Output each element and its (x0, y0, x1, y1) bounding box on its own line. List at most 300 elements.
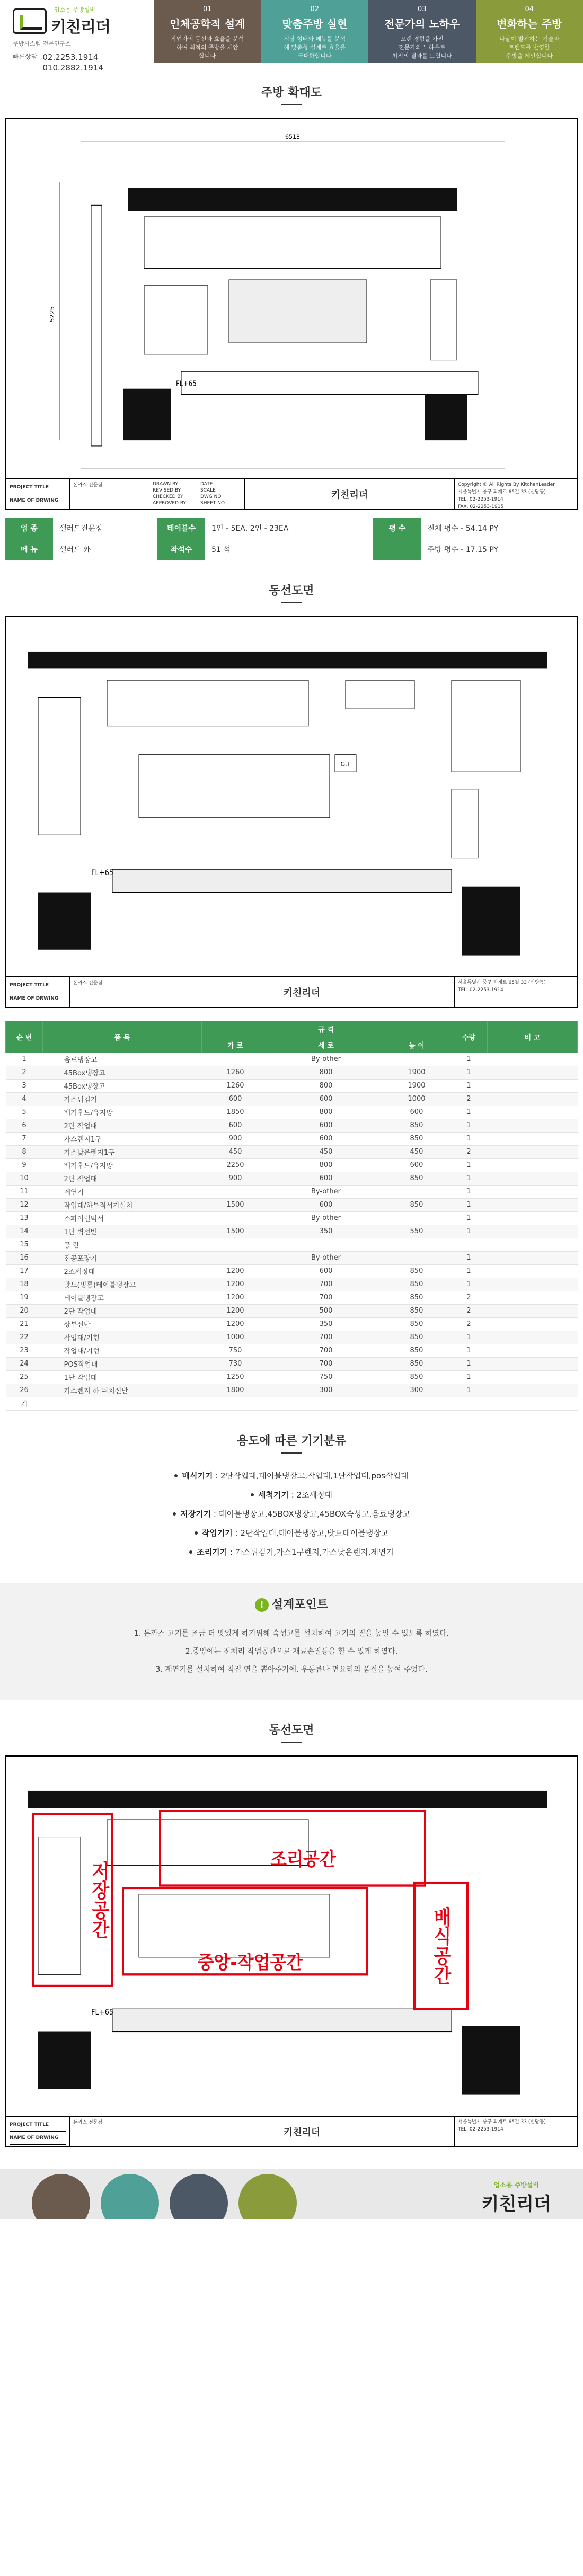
col-width: 가 로 (202, 1037, 269, 1053)
cell-width: 900 (202, 1132, 269, 1145)
class-label: 작업기기 (201, 1528, 233, 1538)
cell-height: 450 (383, 1145, 450, 1158)
footer (0, 2169, 583, 2219)
zone-serving-label: 배식공간 (430, 1906, 452, 1985)
cell-qty: 1 (450, 1132, 488, 1145)
tb-checked: CHECKED BY (153, 494, 183, 500)
col-no: 순 번 (6, 1021, 43, 1053)
table-row (6, 1225, 578, 1238)
bullet-icon (173, 1512, 176, 1516)
cell-depth: 600 (269, 1198, 383, 1211)
column-left (38, 2031, 91, 2089)
table-row (6, 1291, 578, 1304)
cell-qty: 1 (450, 1106, 488, 1119)
zone-drawing (5, 1755, 578, 2147)
tb-project-label: PROJECT TITLE (10, 979, 66, 992)
cell-depth (269, 1397, 383, 1410)
table-row (6, 1357, 578, 1370)
cell-width: 1250 (202, 1370, 269, 1384)
col-note: 비 고 (488, 1021, 578, 1053)
table-row (6, 1344, 578, 1357)
wall-top (28, 1790, 547, 1807)
feature-desc: 나날이 발전하는 기술과 트렌드를 반영한 주방을 제안합니다 (499, 35, 560, 59)
cell-height: 850 (383, 1278, 450, 1291)
cell-note (488, 1331, 578, 1344)
cell-height: 850 (383, 1317, 450, 1331)
design-points-section (0, 1583, 583, 1700)
cell-height: 850 (383, 1132, 450, 1145)
logo[interactable] (13, 5, 141, 37)
info-label (373, 539, 421, 560)
store-info-table (5, 518, 578, 560)
zone-storage-label: 저장공간 (89, 1860, 110, 1939)
table-row (6, 1053, 578, 1066)
cell-no: 16 (6, 1251, 43, 1264)
cell-no: 19 (6, 1291, 43, 1304)
cell-height: 850 (383, 1357, 450, 1370)
cell-name: POS작업대 (43, 1357, 202, 1370)
footer-circle (170, 2174, 228, 2219)
cell-qty: 1 (450, 1119, 488, 1132)
cell-qty: 1 (450, 1384, 488, 1397)
cell-width: 2250 (202, 1158, 269, 1172)
cell-name: 진공포장기 (43, 1251, 202, 1264)
center-tables (139, 1894, 330, 1957)
center-worktable (229, 280, 367, 343)
info-row (5, 518, 578, 539)
table-row (6, 1370, 578, 1384)
cell-depth: 800 (269, 1066, 383, 1079)
tb-scale: SCALE (200, 488, 216, 493)
cell-note (488, 1357, 578, 1370)
cell-qty: 1 (450, 1066, 488, 1079)
design-point: 1. 돈까스 고기를 조금 더 맛있게 하기위해 숙성고를 설치하여 고기의 질을 높일 수 있도록 하였다. (134, 1629, 449, 1638)
feature-desc: 식당 형태와 메뉴를 분석 해 맞춤형 설계로 효율을 극대화합니다 (284, 35, 346, 59)
info-label: 평 수 (373, 518, 421, 539)
serving-counter (181, 371, 478, 394)
table-row (6, 1211, 578, 1225)
bullet-icon (251, 1493, 254, 1496)
column-left (38, 892, 91, 949)
cell-height (383, 1185, 450, 1198)
cell-qty: 1 (450, 1079, 488, 1092)
title-block (6, 976, 577, 1007)
cell-note (488, 1119, 578, 1132)
cell-no: 23 (6, 1344, 43, 1357)
cell-qty: 1 (450, 1278, 488, 1291)
title-block (6, 2116, 577, 2146)
fridge-stack (38, 697, 81, 835)
cell-height (383, 1238, 450, 1251)
logo-icon (13, 8, 47, 34)
cell-name: 1단 벽선반 (43, 1225, 202, 1238)
equipment-table (5, 1021, 578, 1411)
column-right (462, 2026, 520, 2094)
cell-height: 850 (383, 1264, 450, 1278)
cell-height (383, 1053, 450, 1066)
cell-name: 작업대/기형 (43, 1344, 202, 1357)
tb-sheet: SHEET NO (200, 501, 225, 506)
cell-width: 600 (202, 1119, 269, 1132)
cell-qty: 2 (450, 1145, 488, 1158)
cell-width: 1200 (202, 1317, 269, 1331)
class-separator: : (232, 1528, 241, 1538)
cell-note (488, 1304, 578, 1317)
cell-depth: 600 (269, 1092, 383, 1106)
column-right (462, 886, 520, 955)
cell-no: 10 (6, 1172, 43, 1185)
cell-note (488, 1198, 578, 1211)
cell-width: 1800 (202, 1384, 269, 1397)
feature-1 (154, 0, 261, 63)
cell-qty: 1 (450, 1370, 488, 1384)
cell-no: 24 (6, 1357, 43, 1370)
pos-counter (452, 789, 478, 858)
cell-note (488, 1238, 578, 1251)
design-point: 3. 제연기를 설치하여 직접 연을 뽑아주기에, 우동류나 면요리의 품질을 높여 주었다. (155, 1665, 428, 1674)
tb-date: DATE (200, 482, 213, 487)
cell-width (202, 1053, 269, 1066)
cell-width: 1500 (202, 1198, 269, 1211)
class-value: 2단작업대,테이블냉장고,밧드테이블냉장고 (240, 1528, 389, 1538)
cooking-line (107, 680, 308, 726)
storage-fridges (144, 286, 208, 354)
cell-name: 공 란 (43, 1238, 202, 1251)
cell-height: 850 (383, 1119, 450, 1132)
table-row (6, 1145, 578, 1158)
cell-width: 900 (202, 1172, 269, 1185)
cell-qty: 2 (450, 1092, 488, 1106)
cell-width: 1850 (202, 1106, 269, 1119)
tb-tel: TEL. 02-2253-1914 (458, 987, 504, 993)
cell-no: 계 (6, 1397, 43, 1410)
class-value: 2조세정대 (296, 1490, 333, 1500)
class-item (0, 1466, 583, 1485)
equipment-row-top (144, 217, 441, 268)
cell-note (488, 1158, 578, 1172)
class-value: 테이블냉장고,45BOX냉장고,45BOX숙성고,음료냉장고 (218, 1509, 410, 1519)
cell-name: 가스렌지1구 (43, 1132, 202, 1145)
cell-depth: 750 (269, 1370, 383, 1384)
cell-height: 600 (383, 1106, 450, 1119)
table-row (6, 1119, 578, 1132)
bullet-icon (174, 1474, 178, 1477)
cell-note (488, 1106, 578, 1119)
cell-qty (450, 1238, 488, 1251)
cell-no: 21 (6, 1317, 43, 1331)
section-divider (281, 1742, 302, 1743)
tb-address: 서울특별시 중구 퇴계로 65길 33 (신당동) (458, 489, 546, 495)
table-row (6, 1198, 578, 1211)
class-separator: : (227, 1547, 235, 1557)
cell-width: 1200 (202, 1278, 269, 1291)
footer-logo-text: 키친리더 (481, 2193, 551, 2215)
feature-title: 변화하는 주방 (497, 17, 562, 30)
tb-logo: 키친리더 (245, 479, 455, 509)
cell-no: 1 (6, 1053, 43, 1066)
footer-circle (101, 2174, 159, 2219)
equipment-classes (0, 1466, 583, 1562)
cell-qty: 1 (450, 1198, 488, 1211)
cell-note (488, 1291, 578, 1304)
class-item (0, 1523, 583, 1543)
table-row (6, 1251, 578, 1264)
feature-num: 03 (417, 5, 427, 13)
cell-note (488, 1185, 578, 1198)
tb-project-name: 돈까스 전문점 (70, 977, 149, 1007)
class-label: 배식기기 (182, 1470, 213, 1481)
cell-no: 14 (6, 1225, 43, 1238)
cell-name: 제연기 (43, 1185, 202, 1198)
cell-height: 850 (383, 1291, 450, 1304)
cell-depth: By-other (269, 1211, 383, 1225)
feature-4 (476, 0, 583, 63)
exclamation-icon: ! (255, 1598, 269, 1612)
cell-width (202, 1251, 269, 1264)
cell-no: 8 (6, 1145, 43, 1158)
table-row (6, 1106, 578, 1119)
cell-height: 850 (383, 1370, 450, 1384)
info-row (5, 539, 578, 560)
cell-name: 밧드(빙릉)테이블냉장고 (43, 1278, 202, 1291)
cell-depth: 700 (269, 1344, 383, 1357)
cell-no: 12 (6, 1198, 43, 1211)
info-value: 샐러드전문점 (53, 518, 157, 539)
tb-approved: APPROVED BY (153, 501, 187, 506)
cell-note (488, 1278, 578, 1291)
points-title: 설계포인트 (271, 1598, 329, 1611)
cell-qty: 2 (450, 1317, 488, 1331)
cell-depth: 800 (269, 1158, 383, 1172)
cell-width: 450 (202, 1145, 269, 1158)
cell-height (383, 1251, 450, 1264)
cell-name: 배기후드/유지망 (43, 1158, 202, 1172)
table-row (6, 1185, 578, 1198)
contact (13, 52, 141, 73)
table-row (6, 1384, 578, 1397)
fl-label: FL+65 (91, 868, 114, 877)
tb-tel: TEL. 02-2253-1914 (458, 2126, 504, 2132)
cell-height: 850 (383, 1344, 450, 1357)
info-value: 전체 평수 - 54.14 PY (421, 518, 578, 539)
cell-note (488, 1066, 578, 1079)
cell-name: 2단 작업대 (43, 1304, 202, 1317)
cell-width (202, 1211, 269, 1225)
info-value: 주방 평수 - 17.15 PY (421, 539, 578, 560)
tb-name-label: NAME OF DRWING (10, 992, 66, 1005)
table-row (6, 1238, 578, 1251)
info-label: 좌석수 (157, 539, 205, 560)
plan-svg (6, 119, 577, 509)
tb-address: 서울특별시 중구 퇴계로 65길 33 (신당동) (458, 979, 546, 985)
cell-depth: 350 (269, 1317, 383, 1331)
class-label: 조리기기 (197, 1547, 228, 1557)
wall-left (91, 205, 102, 446)
cell-height: 1900 (383, 1066, 450, 1079)
cell-note (488, 1384, 578, 1397)
info-value: 51 석 (205, 539, 373, 560)
zone-center-label: 중앙-작업공간 (197, 1951, 303, 1973)
cell-depth: 350 (269, 1225, 383, 1238)
table-row (6, 1158, 578, 1172)
cell-width: 1200 (202, 1264, 269, 1278)
dim-left: 5225 (48, 306, 56, 323)
fl-label: FL+65 (176, 379, 197, 388)
cell-qty: 1 (450, 1185, 488, 1198)
cell-depth: 600 (269, 1172, 383, 1185)
cell-height: 300 (383, 1384, 450, 1397)
cell-qty: 1 (450, 1357, 488, 1370)
cell-note (488, 1344, 578, 1357)
tb-address: 서울특별시 중구 퇴계로 65길 33 (신당동) (458, 2119, 546, 2125)
cell-name: 1단 작업대 (43, 1370, 202, 1384)
cell-no: 17 (6, 1264, 43, 1278)
brand (0, 0, 154, 73)
gt-label: G.T (340, 760, 351, 768)
serving-line (112, 869, 452, 892)
cell-width (202, 1238, 269, 1251)
class-item (0, 1504, 583, 1523)
cell-name: 테이블냉장고 (43, 1291, 202, 1304)
class-section-title: 용도에 따른 기기분류 (236, 1434, 347, 1448)
cell-note (488, 1145, 578, 1158)
zone-cooking-label: 조리공간 (270, 1848, 336, 1870)
cell-qty (450, 1397, 488, 1410)
right-table (452, 680, 520, 772)
cell-height: 1000 (383, 1092, 450, 1106)
cell-name: 45Box냉장고 (43, 1066, 202, 1079)
footer-logo[interactable] (482, 2180, 551, 2215)
cell-qty: 1 (450, 1211, 488, 1225)
table-row (6, 1172, 578, 1185)
cell-name: 가스튀김기 (43, 1092, 202, 1106)
cell-note (488, 1370, 578, 1384)
cell-height: 600 (383, 1158, 450, 1172)
feature-title: 맞춤주방 실현 (282, 17, 348, 30)
cell-no: 7 (6, 1132, 43, 1145)
feature-2 (261, 0, 369, 63)
cell-name: 2조세정대 (43, 1264, 202, 1278)
info-value: 1인 - 5EA, 2인 - 23EA (205, 518, 373, 539)
cell-qty: 1 (450, 1172, 488, 1185)
bullet-icon (189, 1550, 192, 1554)
info-label: 테이블수 (157, 518, 205, 539)
cell-width: 1000 (202, 1331, 269, 1344)
table-row (6, 1397, 578, 1410)
cell-depth: 700 (269, 1291, 383, 1304)
cell-no: 26 (6, 1384, 43, 1397)
center-tables (139, 754, 330, 817)
tb-project-name: 돈까스 전문점 (70, 479, 149, 509)
table-row (6, 1132, 578, 1145)
flow-section-title-2: 동선도면 (269, 1723, 314, 1737)
cell-height: 850 (383, 1172, 450, 1185)
cell-note (488, 1264, 578, 1278)
cell-qty: 1 (450, 1264, 488, 1278)
cell-height: 550 (383, 1225, 450, 1238)
phone-2[interactable]: 010.2882.1914 (42, 63, 103, 73)
right-counter (430, 280, 457, 360)
cell-width: 730 (202, 1357, 269, 1370)
cell-note (488, 1397, 578, 1410)
cell-depth: 700 (269, 1278, 383, 1291)
cell-name (43, 1397, 202, 1410)
brand-tagline: 주방시스템 전문연구소 (13, 40, 71, 47)
cell-depth (269, 1238, 383, 1251)
class-value: 2단작업대,테이블냉장고,작업대,1단작업대,pos작업대 (220, 1470, 409, 1481)
cell-no: 25 (6, 1370, 43, 1384)
tb-revised: REVISED BY (153, 488, 181, 493)
cell-name: 작업대/하부적서기설치 (43, 1198, 202, 1211)
stove (346, 680, 414, 709)
cell-name: 2단 작업대 (43, 1119, 202, 1132)
equipment-table-body (6, 1053, 578, 1410)
cell-width: 1500 (202, 1225, 269, 1238)
tb-logo: 키친리더 (149, 2117, 455, 2146)
cell-width: 1260 (202, 1079, 269, 1092)
cell-height (383, 1397, 450, 1410)
footer-circle (32, 2174, 90, 2219)
col-name: 품 목 (43, 1021, 202, 1053)
feature-3 (368, 0, 476, 63)
tb-project-label: PROJECT TITLE (10, 481, 66, 494)
class-label: 저장기기 (180, 1509, 211, 1519)
cell-note (488, 1079, 578, 1092)
col-depth: 세 로 (269, 1037, 383, 1053)
design-point: 2.중앙에는 전처리 작업공간으로 재료손질등을 할 수 있게 하였다. (185, 1647, 398, 1656)
flow-drawing (5, 616, 578, 1008)
design-points (0, 1625, 583, 1679)
cell-qty: 1 (450, 1158, 488, 1172)
phone-1[interactable]: 02.2253.1914 (42, 52, 99, 62)
logo-sub: 업소용 주방설비 (54, 6, 95, 13)
cell-height: 850 (383, 1331, 450, 1344)
column-right (425, 395, 467, 441)
table-row (6, 1304, 578, 1317)
table-row (6, 1079, 578, 1092)
cell-name: 2단 작업대 (43, 1172, 202, 1185)
bullet-icon (195, 1531, 198, 1535)
feature-title: 인체공학적 설계 (170, 17, 245, 30)
cell-width: 750 (202, 1344, 269, 1357)
tb-logo: 키친리더 (149, 977, 455, 1007)
tb-fax: FAX. 02-2253-1915 (458, 504, 504, 510)
cell-depth: By-other (269, 1185, 383, 1198)
cell-qty: 1 (450, 1225, 488, 1238)
tb-project-name: 돈까스 전문점 (70, 2117, 149, 2146)
cell-name: 가스렌지 하 위치선반 (43, 1384, 202, 1397)
table-row (6, 1264, 578, 1278)
class-separator: : (288, 1490, 297, 1500)
feature-num: 04 (525, 5, 534, 13)
cell-depth: 600 (269, 1264, 383, 1278)
cell-note (488, 1225, 578, 1238)
plan-section-title: 주방 확대도 (261, 86, 322, 100)
cell-no: 11 (6, 1185, 43, 1198)
cell-no: 6 (6, 1119, 43, 1132)
tb-dwg: DWG NO (200, 494, 222, 500)
class-separator: : (213, 1470, 221, 1481)
table-row (6, 1278, 578, 1291)
cell-width: 600 (202, 1092, 269, 1106)
cell-depth: 450 (269, 1145, 383, 1158)
cell-width: 1260 (202, 1066, 269, 1079)
cell-note (488, 1172, 578, 1185)
title-block (6, 478, 577, 509)
cell-depth: 600 (269, 1119, 383, 1132)
cell-depth: 700 (269, 1331, 383, 1344)
section-divider (281, 602, 302, 603)
